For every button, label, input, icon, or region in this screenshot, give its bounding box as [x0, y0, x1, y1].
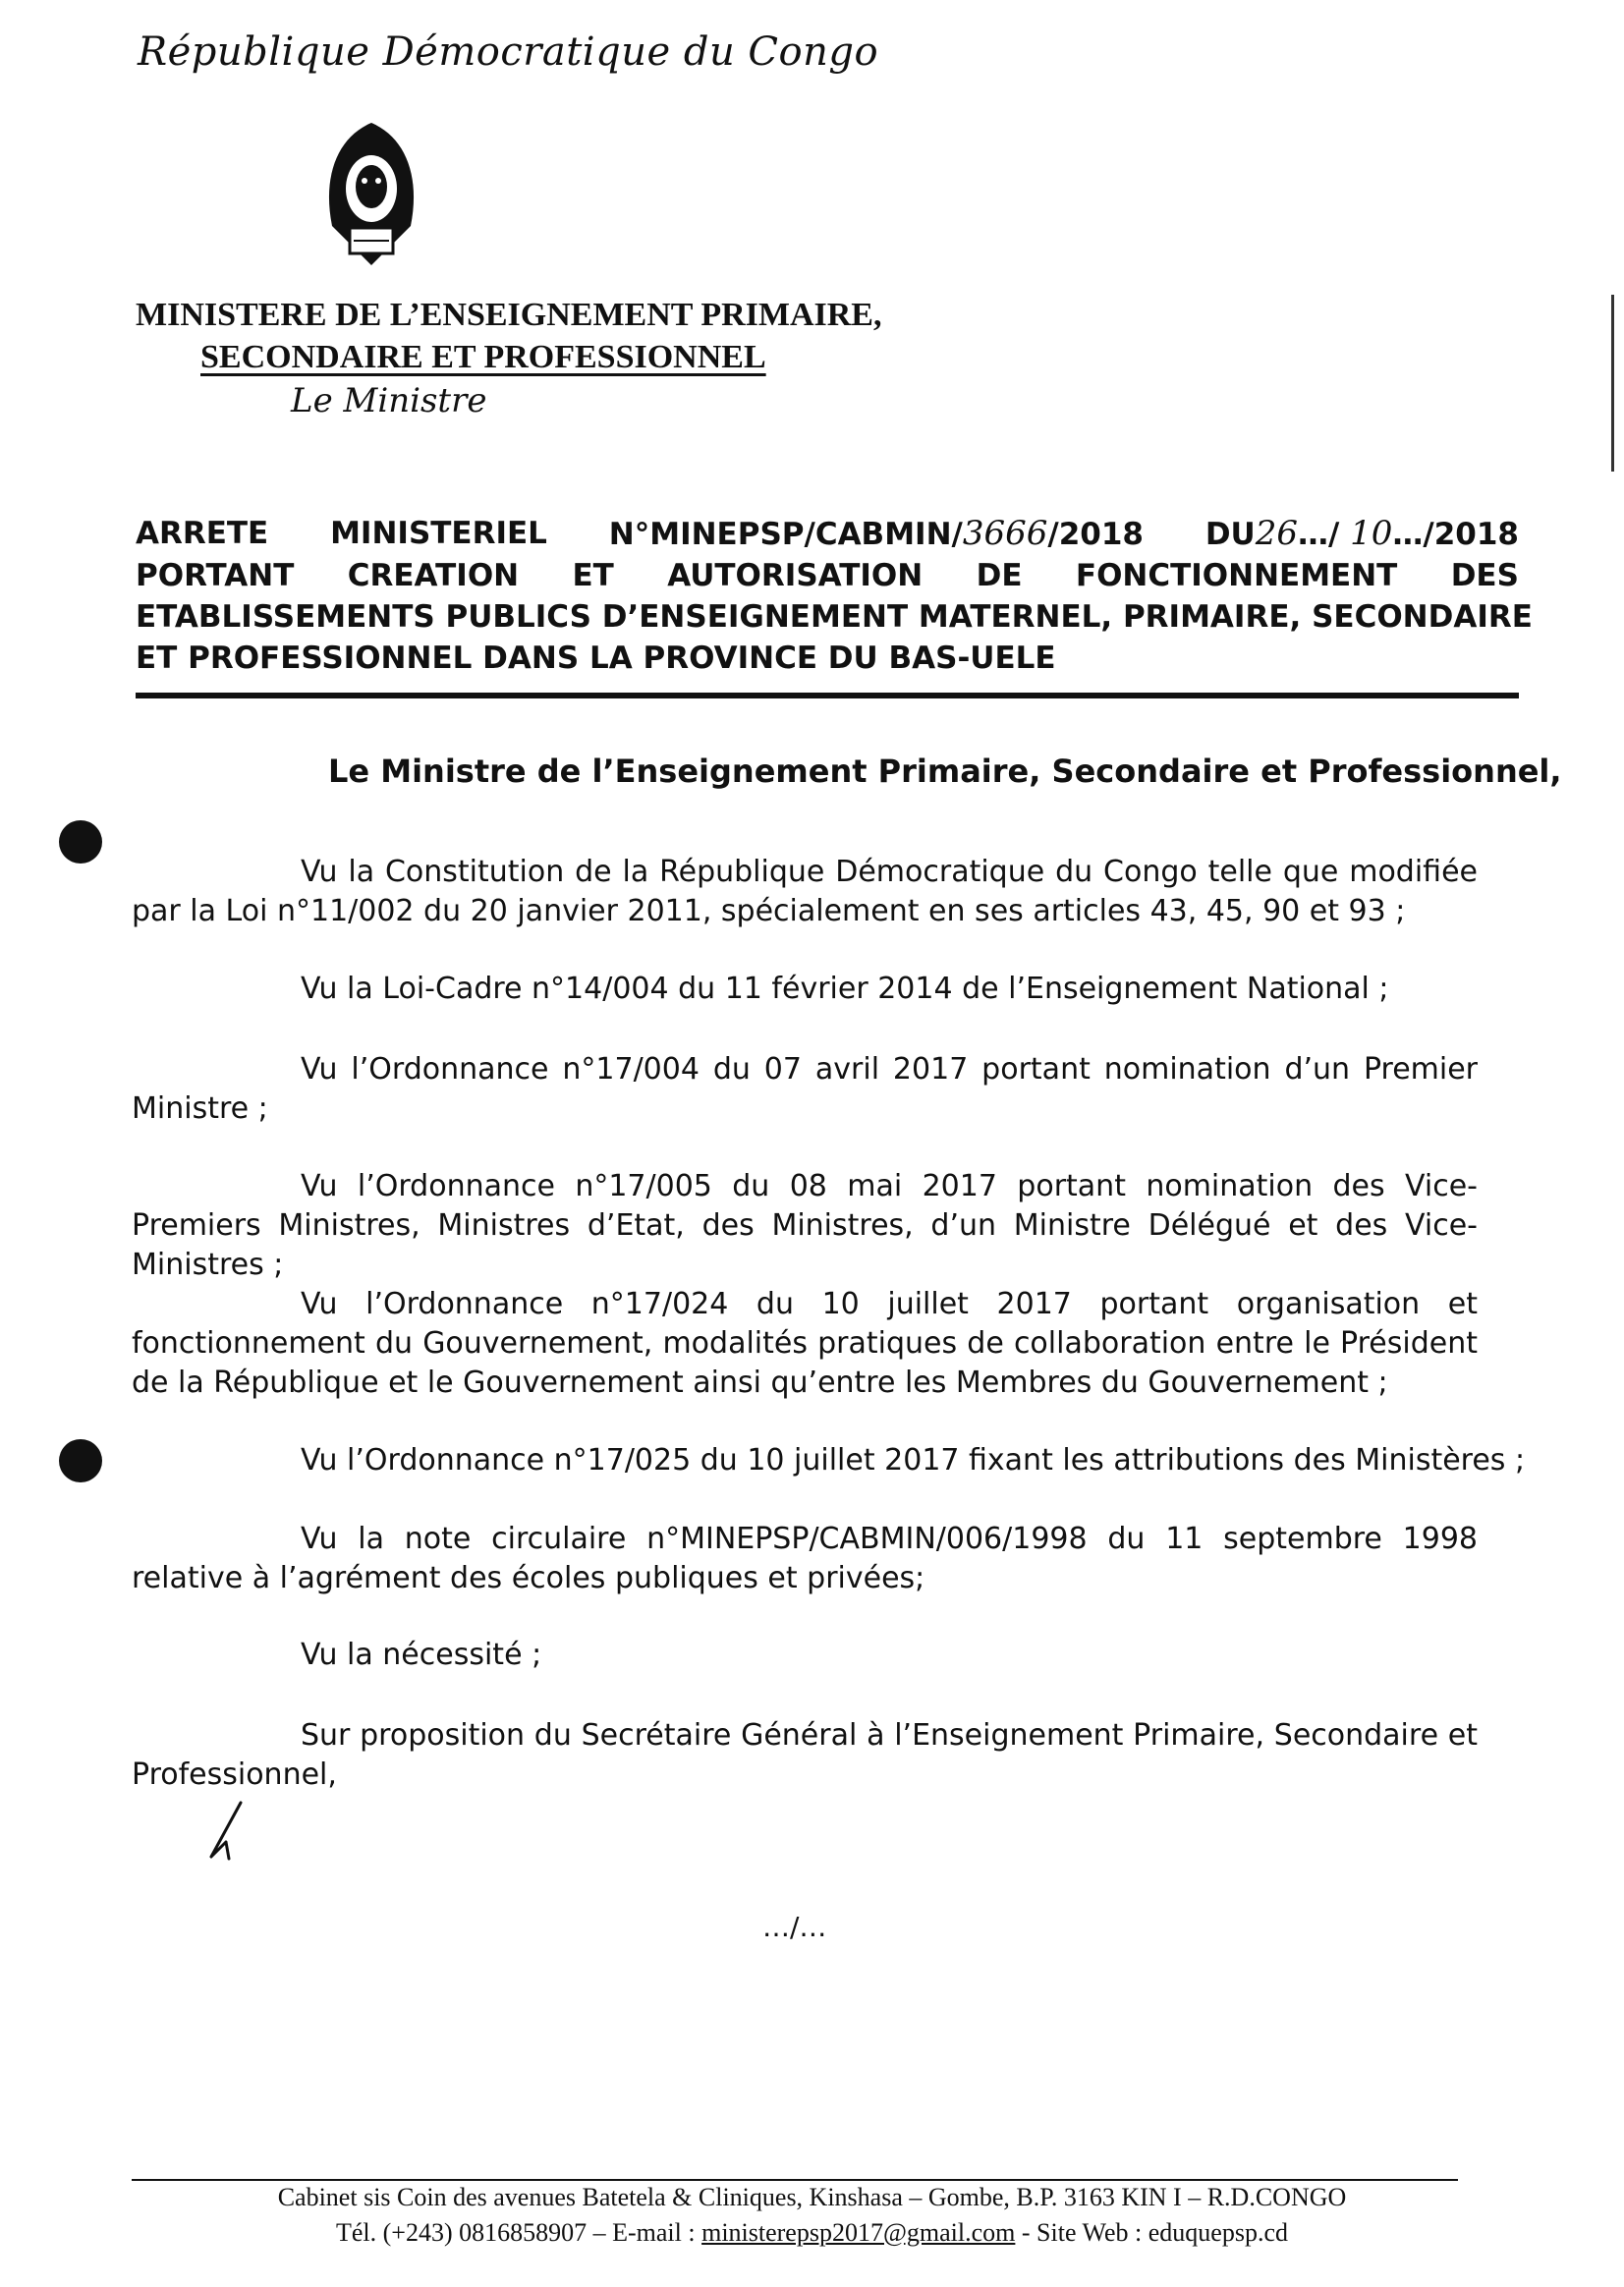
decree-number: N°MINEPSP/CABMIN/3666/2018: [608, 514, 1144, 553]
paragraph-constitution: Vu la Constitution de la République Démocratique du Congo telle que modifiée par la Loi n°11/002 du 20 janvier 2011, spécialement en ses articles 43, 45, 90 et 93 ;: [132, 855, 1478, 928]
handwritten-day: 26: [1255, 514, 1298, 553]
title-line-1: [136, 513, 1519, 555]
decree-title: [136, 513, 1533, 679]
footer-rule: [132, 2179, 1458, 2181]
paragraph-ordonnance-004: Vu l’Ordonnance n°17/004 du 07 avril 2017 portant nomination d’un Premier Ministre ;: [132, 1052, 1478, 1126]
title-word: PORTANT: [136, 558, 295, 593]
title-word: FONCTIONNEMENT: [1075, 558, 1398, 593]
scan-margin-mark: [1611, 295, 1614, 472]
title-text: ET PROFESSIONNEL DANS LA PROVINCE DU BAS-UELE: [136, 641, 1056, 676]
title-word: CREATION: [347, 558, 520, 593]
title-word: MINISTERIEL: [330, 516, 547, 551]
footer-email-link[interactable]: ministerepsp2017@gmail.com: [701, 2218, 1016, 2247]
republic-heading: République Démocratique du Congo: [138, 29, 879, 75]
title-line-4: [136, 638, 1519, 679]
le-ministre-signature-line: Le Ministre: [291, 381, 487, 420]
title-line-3: [136, 596, 1533, 638]
footer-contact: Tél. (+243) 0816858907 – E-mail : ministerepsp2017@gmail.com - Site Web : eduquepsp.cd: [335, 2218, 1288, 2247]
title-underline-rule: [136, 693, 1519, 698]
title-word: AUTORISATION: [667, 558, 924, 593]
paragraph-ordonnance-005: Vu l’Ordonnance n°17/005 du 08 mai 2017 portant nomination des Vice-Premiers Ministres, Ministres d’Etat, des Ministres, d’un Ministre Délégué et des Vice-Ministres ;: [132, 1169, 1478, 1282]
ministry-name-line2: SECONDAIRE ET PROFESSIONNEL: [200, 339, 766, 375]
paragraph-ordonnance-024: Vu l’Ordonnance n°17/024 du 10 juillet 2017 portant organisation et fonctionnement du Gouvernement, modalités pratiques de collaboration entre le Président de la République et le Gouvernement ainsi qu’entre les Membres du Gouvernement ;: [132, 1287, 1478, 1400]
paragraph-necessite: Vu la nécessité ;: [301, 1638, 542, 1672]
title-word: DE: [976, 558, 1023, 593]
handwritten-number: 3666: [962, 514, 1048, 553]
title-word: ARRETE: [136, 516, 269, 551]
coat-of-arms-emblem: [312, 118, 430, 275]
paragraph-note-circulaire: Vu la note circulaire n°MINEPSP/CABMIN/006/1998 du 11 septembre 1998 relative à l’agrément des écoles publiques et privées;: [132, 1522, 1478, 1595]
paragraph-ordonnance-025: Vu l’Ordonnance n°17/025 du 10 juillet 2017 fixant les attributions des Ministères ;: [301, 1443, 1526, 1478]
punch-hole-mark: [59, 1439, 102, 1482]
continued-marker: …/…: [762, 1911, 827, 1943]
paragraph-loi-cadre: Vu la Loi-Cadre n°14/004 du 11 février 2014 de l’Enseignement National ;: [301, 972, 1389, 1006]
punch-hole-mark: [59, 820, 102, 864]
title-word: ET: [572, 558, 614, 593]
handwritten-month: 10: [1350, 514, 1393, 553]
title-line-2: [136, 555, 1519, 596]
minister-heading: Le Ministre de l’Enseignement Primaire, Secondaire et Professionnel,: [328, 753, 1562, 790]
title-word: DES: [1450, 558, 1519, 593]
decree-date: DU26…/ 10…/2018: [1204, 514, 1519, 553]
paragraph-proposition: Sur proposition du Secrétaire Général à l’Enseignement Primaire, Secondaire et Professionnel,: [132, 1718, 1478, 1792]
handwritten-initial-mark: [201, 1798, 251, 1867]
ministry-name-line1: MINISTERE DE L’ENSEIGNEMENT PRIMAIRE,: [136, 297, 882, 333]
title-text: ETABLISSEMENTS PUBLICS D’ENSEIGNEMENT MATERNEL, PRIMAIRE, SECONDAIRE: [136, 599, 1533, 635]
footer-address: Cabinet sis Coin des avenues Batetela & Cliniques, Kinshasa – Gombe, B.P. 3163 KIN I – R.D.CONGO: [277, 2183, 1347, 2211]
